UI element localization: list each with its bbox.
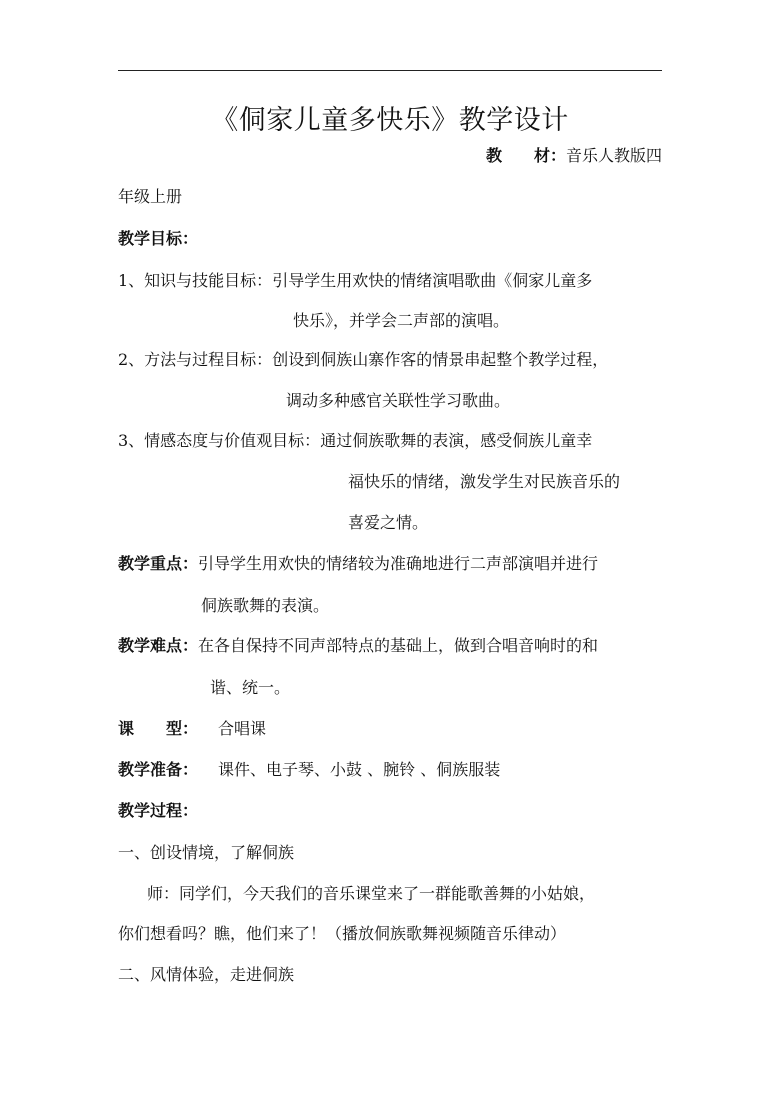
preparation-label: 教学准备：	[118, 760, 199, 779]
material-line	[486, 146, 662, 166]
difficulty-text: 在各自保持不同声部特点的基础上，做到合唱音响时的和	[198, 636, 599, 655]
objective-3-lead: 3、情感态度与价值观目标：	[118, 431, 321, 450]
header-rule	[118, 70, 662, 71]
objective-1-line2: 快乐》，并学会二声部的演唱。	[293, 311, 510, 330]
objective-2-line2: 调动多种感官关联性学习歌曲。	[286, 391, 511, 410]
section-1-heading: 一、创设情境，了解侗族	[118, 843, 295, 862]
objective-1-lead: 1、知识与技能目标：	[118, 271, 273, 290]
objective-3-line2: 福快乐的情绪，激发学生对民族音乐的	[348, 472, 621, 491]
objective-3-line1	[118, 431, 592, 451]
material-value-cont: 年级上册	[118, 187, 183, 206]
objective-1-text: 引导学生用欢快的情绪演唱歌曲《侗家儿童多	[272, 271, 593, 290]
document-title: 《侗家儿童多快乐》教学设计	[211, 105, 569, 136]
objective-2-lead: 2、方法与过程目标：	[118, 350, 273, 369]
difficulty-line1	[118, 636, 598, 656]
key-point-text: 引导学生用欢快的情绪较为准确地进行二声部演唱并进行	[198, 554, 599, 573]
preparation-line	[118, 760, 500, 780]
key-point-line1	[118, 554, 598, 574]
lesson-type-value: 合唱课	[218, 719, 267, 738]
section-1-para-line2: 你们想看吗？瞧，他们来了！（播放侗族歌舞视频随音乐律动）	[118, 924, 567, 943]
objective-2-line1	[118, 350, 608, 370]
material-value: 音乐人教版四	[565, 146, 662, 165]
lesson-type-label: 课 型：	[118, 719, 199, 738]
objectives-heading: 教学目标：	[118, 229, 199, 248]
process-heading: 教学过程：	[118, 801, 199, 820]
section-1-para-line1: 师：同学们，今天我们的音乐课堂来了一群能歌善舞的小姑娘，	[147, 884, 596, 903]
objective-2-text: 创设到侗族山寨作客的情景串起整个教学过程，	[272, 350, 609, 369]
objective-3-line3: 喜爱之情。	[348, 513, 429, 532]
material-label: 教 材：	[485, 146, 566, 165]
preparation-value: 课件、电子琴、小鼓 、腕铃 、侗族服装	[218, 760, 501, 779]
objective-3-text: 通过侗族歌舞的表演，感受侗族儿童幸	[320, 431, 593, 450]
key-point-line2: 侗族歌舞的表演。	[201, 596, 330, 615]
key-point-label: 教学重点：	[118, 554, 199, 573]
section-2-heading: 二、风情体验，走进侗族	[118, 965, 295, 984]
difficulty-line2: 谐、统一。	[210, 678, 291, 697]
difficulty-label: 教学难点：	[118, 636, 199, 655]
objective-1-line1	[118, 271, 592, 291]
lesson-type-line	[118, 719, 266, 739]
